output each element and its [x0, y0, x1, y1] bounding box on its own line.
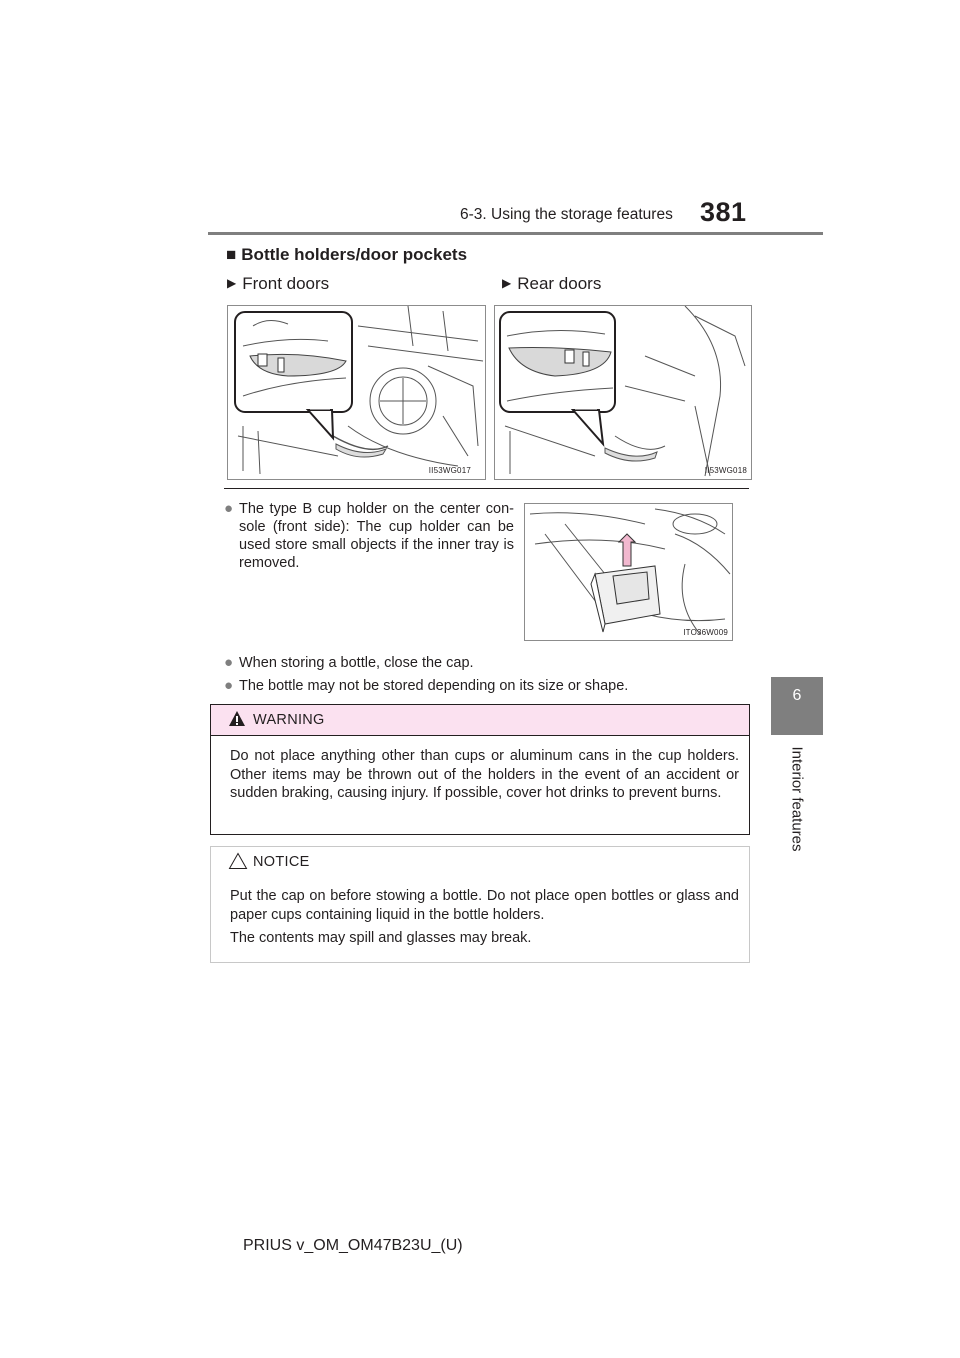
document-id: PRIUS v_OM_OM47B23U_(U) — [243, 1237, 463, 1254]
section-heading-text: Bottle holders/door pockets — [241, 245, 468, 264]
cup-figure-code: ITO36W009 — [683, 628, 728, 637]
rear-door-drawing — [495, 306, 751, 479]
warning-title: WARNING — [253, 712, 325, 728]
header-rule — [208, 232, 823, 235]
front-doors-label — [227, 274, 329, 294]
notice-paragraph: Put the cap on before stowing a bottle. Do not place open bottles or glass and paper cups containing liquid in the bottle holders. — [230, 888, 739, 923]
bullet-item — [224, 677, 744, 695]
warning-header — [211, 705, 749, 736]
chapter-tab — [771, 677, 823, 735]
section-heading — [226, 245, 467, 265]
triangle-bullet-icon: ▶ — [227, 276, 237, 290]
cup-holder-drawing — [525, 504, 732, 640]
notice-box — [210, 846, 750, 963]
rear-door-illustration — [494, 305, 752, 480]
triangle-bullet-icon: ▶ — [502, 276, 512, 290]
notice-title: NOTICE — [253, 854, 310, 870]
caution-triangle-outline-icon — [228, 852, 248, 870]
front-doors-label-text: Front doors — [242, 274, 330, 293]
square-bullet-icon: ■ — [226, 245, 237, 264]
cup-holder-illustration — [524, 503, 733, 641]
round-bullet-icon: ● — [224, 500, 234, 517]
front-door-drawing — [228, 306, 485, 479]
bullet-item — [224, 500, 514, 572]
bullet-item — [224, 654, 744, 672]
warning-body: Do not place anything other than cups or aluminum cans in the cup holders. Other items may be thrown out of the holders in the event of an accident or sudden braking, causing injury. If possible, cover hot drinks to prevent burns. — [230, 748, 739, 801]
separator-rule — [224, 488, 749, 489]
warning-triangle-icon — [228, 710, 246, 727]
bullet-text: The type B cup holder on the center con-sole (front side): The cup holder can be used store small objects if the inner tray is removed. — [239, 501, 514, 571]
chapter-number: 6 — [792, 687, 802, 704]
chapter-label: Interior features — [788, 746, 806, 852]
bullet-text: When storing a bottle, close the cap. — [239, 655, 474, 671]
page-number: 381 — [700, 197, 747, 227]
front-figure-code: II53WG017 — [428, 466, 471, 475]
rear-figure-code: II53WG018 — [704, 466, 747, 475]
chapter-label-wrap — [771, 740, 823, 858]
section-header: 6-3. Using the storage features — [460, 206, 673, 223]
bullet-text: The bottle may not be stored depending on its size or shape. — [239, 678, 629, 694]
notice-header — [211, 847, 749, 875]
warning-box — [210, 704, 750, 835]
rear-doors-label-text: Rear doors — [517, 274, 602, 293]
notice-body — [230, 887, 739, 948]
round-bullet-icon: ● — [224, 677, 234, 694]
notice-paragraph: The contents may spill and glasses may break. — [230, 930, 532, 946]
round-bullet-icon: ● — [224, 654, 234, 671]
rear-doors-label — [502, 274, 601, 294]
front-door-illustration — [227, 305, 486, 480]
